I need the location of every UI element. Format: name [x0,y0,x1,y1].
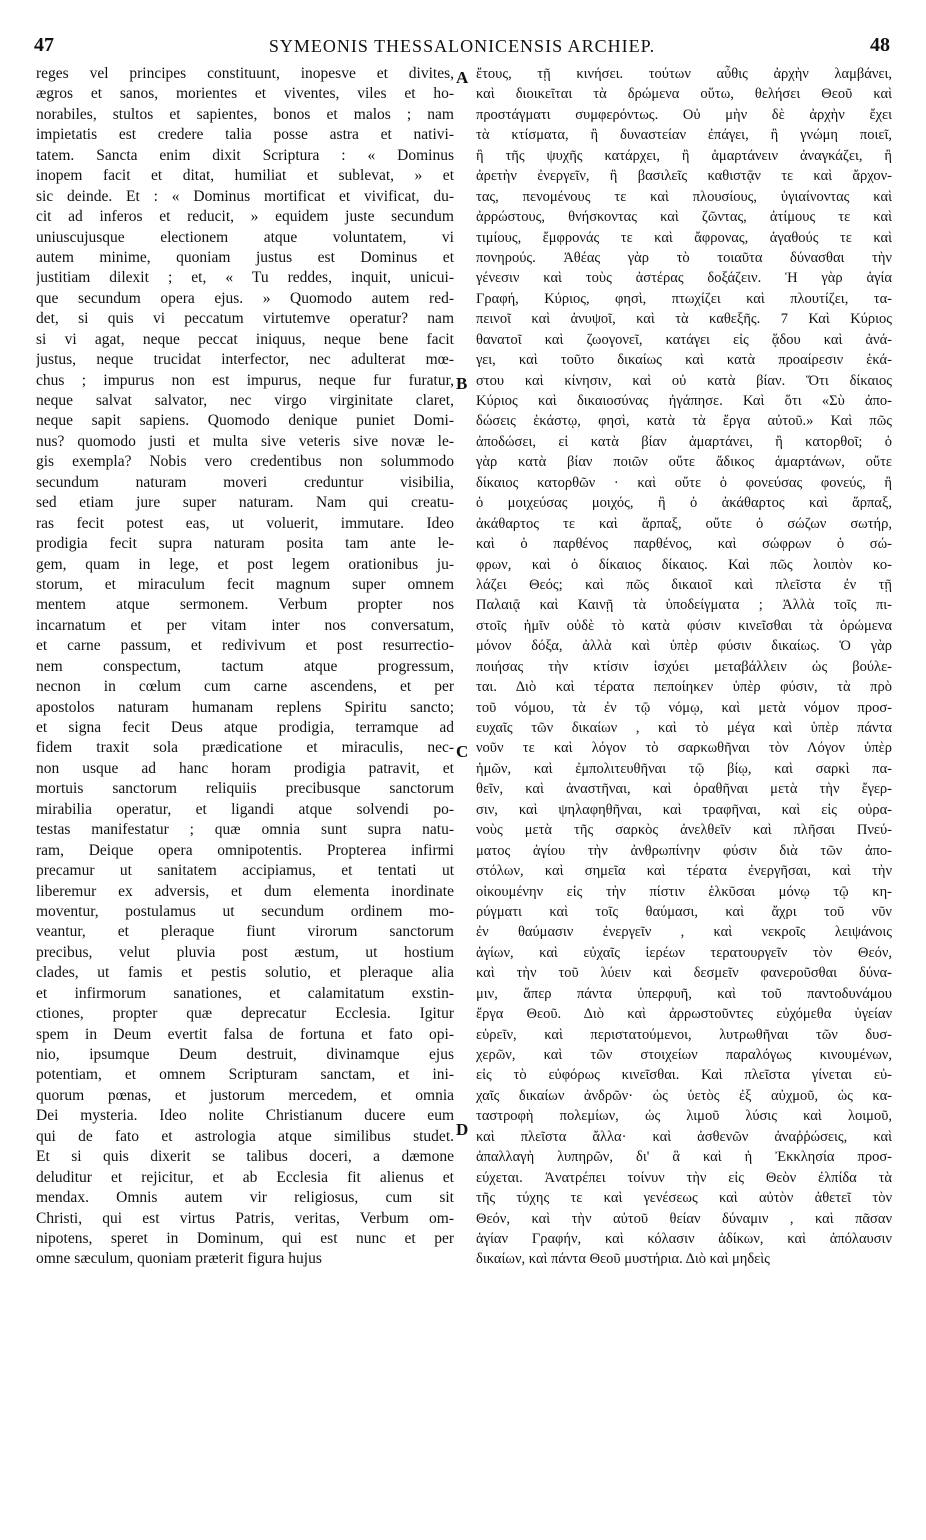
latin-text-line: liberemur ex adversis, et dum elementa inordinate [36,882,454,900]
greek-text-line: νοὺς μετὰ τῆς σαρκὸς ἀνελθεῖν καὶ πλῆσαι Πνεύ- [476,822,892,839]
greek-text-line: οἰκουμένην εἰς τὴν πίστιν ἑλκῦσαι μόνῳ τῷ κη- [476,883,892,900]
latin-text-line: mortuis sanctorum reliquiis precibusque sanctorum [36,780,454,798]
greek-text-line: πονηρούς. Ἀθέας γὰρ τὸ τοιαῦτα δύνασθαι τὴν [476,249,892,266]
greek-column [476,64,892,1270]
greek-text-line: ματος ἁγίου τὴν ἀνθρωπίνην φύσιν διὰ τῶν ἀπο- [476,842,892,859]
latin-text-line: precamur ut sanitatem accipiamus, et tentati ut [36,862,454,880]
latin-text-line: cit ad inferos et reducit, » equidem juste secundum [36,208,454,226]
greek-text-line: τοῦ νόμου, τὰ ἐν τῷ νόμῳ, καὶ μετὰ νόμον προσ- [476,699,892,716]
latin-text-line: Christi, qui est virtus Patris, veritas, Verbum om- [36,1209,454,1227]
latin-text-line: omne sæculum, quoniam præterit figura hujus [36,1250,322,1268]
latin-text-line: mentem atque sermonem. Verbum propter nos [36,596,454,614]
latin-text-line: tatem. Sancta enim dixit Scriptura : « Dominus [36,146,454,164]
greek-text-line: τας, πενομένους τε καὶ πλουσίους, ὑγιαίνοντας καὶ [476,188,892,205]
greek-text-line: Γραφή, Κύριος, φησὶ, πτωχίζει καὶ πλουτίζει, τα- [476,290,892,307]
latin-text-line: nio, ipsumque Deum destruit, divinamque ejus [36,1046,454,1063]
latin-text-line: apostolos naturam humanam replens Spiritu sancto; [36,698,454,716]
latin-text-line: et signa fecit Deus atque prodigia, terramque ad [36,719,454,736]
latin-text-line: veantur, et pleraque fiunt virorum sanctorum [36,923,454,941]
latin-text-line: gis exempla? Nobis vero credentibus non solummodo [36,453,454,471]
latin-text-line: reges vel principes constituunt, inopesve et divites, [36,65,454,82]
latin-text-line: Dei mysteria. Ideo nolite Christianum ducere eum [36,1107,454,1125]
greek-text-line: ἡμῶν, καὶ ἐμπολιτευθῆναι τῷ βίῳ, καὶ σαρκὶ πα- [476,760,892,777]
greek-text-line: ποιήσας τὴν κτίσιν ἰσχύει μεταβάλλειν ὡς βούλε- [476,658,892,675]
latin-text-line: norabiles, stultos et sapientes, bonos et malos ; nam [36,105,454,123]
greek-text-line: γένεσιν καὶ τοὺς ἀστέρας δοξάζειν. Ἡ γὰρ ἁγία [476,270,892,287]
greek-text-line: Παλαιᾷ καὶ Καινῇ τὰ ὑποδείγματα ; Ἀλλὰ τοῖς πι- [476,597,892,614]
latin-text-line: ram, Deique opera omnipotentis. Propterea infirmi [36,841,454,859]
latin-text-line: nus? quomodo justi et multa sive veteris sive novæ le- [36,432,454,450]
latin-text-line: autem minime, quoniam justus est Dominus et [36,248,454,266]
greek-text-line: Κύριος καὶ δικαιοσύνας ἠγάπησε. Καὶ ὅτι «Σὺ ἀπο- [476,393,892,409]
latin-text-line: deluditur et rejicitur, et ab Ecclesia fit alienus et [36,1168,454,1186]
greek-text-line: ταστροφὴ πολεμίων, ὡς λιμοῦ λύσις καὶ λοιμοῦ, [476,1108,892,1125]
greek-text-line: ἀποδώσει, εἰ κατὰ βίαν ἁμαρτάνει, ἢ κατορθοῖ; ὁ [476,433,892,450]
latin-text-line: potentiam, et omnem Scripturam sanctam, et ini- [36,1066,454,1084]
margin-letter-b: B [456,374,468,393]
latin-text-line: fidem traxit sola prædicatione et miraculis, nec- [36,739,454,757]
latin-text-line: mendax. Omnis autem vir religiosus, cum sit [36,1189,454,1207]
greek-text-line: ευχαῖς τῶν δικαίων , καὶ τὸ μέγα καὶ ὑπὲρ πάντα [476,720,892,736]
latin-text-line: et infirmorum sanationes, et calamitatum exstin- [36,984,454,1002]
greek-text-line: ἀπαλλαγὴ λυπηρῶν, δι' ἃ καὶ ἡ Ἐκκλησία προσ- [476,1149,892,1166]
latin-text-line: Et si quis dixerit se talibus doceri, a dæmone [36,1148,454,1166]
greek-text-line: τιμίους, ἔμφρονάς τε καὶ ἄφρονας, ἀγαθούς τε καὶ [476,229,892,246]
latin-text-line: sic deinde. Et : « Dominus mortificat et vivificat, du- [36,187,454,205]
greek-text-line: μιν, ἅπερ πάντα ὑπερφυῆ, καὶ τοῦ παντοδυνάμου [476,985,892,1002]
greek-text-line: φρων, καὶ ὁ δίκαιος δίκαιος. Καὶ πῶς λοιπὸν κο- [476,556,892,573]
latin-text-line: qui de fato et astrologia atque similibus studet. [36,1127,454,1145]
greek-text-line: γει, καὶ τοῦτο δικαίως καὶ κατὰ προαίρεσιν ἑκά- [476,352,892,369]
latin-text-line: gem, quam in lege, et post legem orationibus ju- [36,555,454,573]
latin-text-line: neque sapit sapiens. Quomodo denique puniet Domi- [36,412,454,430]
latin-text-line: det, si quis vi peccatum virtutemve operatur? nam [36,310,454,328]
latin-text-line: uniuscujusque electionem atque voluntatem, vi [36,228,454,246]
latin-text-line: ctiones, propter quæ deprecatur Ecclesia. Igitur [36,1005,454,1023]
greek-text-line: προστάγματι συμφερόντως. Οὐ μὴν δὲ ἀρχὴν ἔχει [476,106,892,123]
greek-text-line: θεῖν, καὶ ἀναστῆναι, καὶ ὁραθῆναι μετὰ τὴν ἔγερ- [476,781,892,798]
running-title: SYMEONIS THESSALONICENSIS ARCHIEP. [268,36,656,56]
latin-text-line: neque salvat salvator, nec virgo virginitate claret, [36,392,454,409]
greek-text-line: δικαίων, καὶ πάντα Θεοῦ μυστήρια. Διὸ καὶ μηδεὶς [476,1251,770,1268]
latin-text-line: impietatis est credere talia posse astra et nativi- [36,126,454,144]
page-header [34,34,890,60]
latin-text-line: ras fecit potest eas, ut voluerit, immutare. Ideo [36,514,454,532]
latin-text-line: secundum naturam moveri creduntur visibilia, [36,473,454,491]
greek-text-line: πεινοῖ καὶ ἀνυψοῖ, καὶ τὰ καθεξῆς. 7 Καὶ Κύριος [476,311,892,328]
margin-letter-d: D [456,1120,469,1139]
greek-text-line: καὶ τὴν τοῦ λύειν καὶ δεσμεῖν φανεροῦσθαι δύνα- [476,965,892,982]
greek-text-line: εύχεται. Ἀνατρέπει τοίνυν τὴν εἰς Θεὸν ἐλπίδα τὰ [476,1169,892,1186]
greek-text-line: νοῦν τε καὶ λόγον τὸ σαρκωθῆναι τὸν Λόγον ὑπὲρ [476,740,892,757]
latin-text-line: clades, ut famis et pestis solutio, et pleraque alia [36,964,454,982]
greek-text-line: θανατοῖ καὶ ζωογονεῖ, κατάγει εἰς ᾅδου καὶ ἀνά- [476,331,892,348]
greek-text-line: στου καὶ κίνησιν, καὶ οὐ κατὰ βίαν. Ὅτι δίκαιος [476,372,892,389]
greek-text-line: ρύγματι καὶ τοῖς θαύμασι, καὶ ἄχρι τοῦ νῦν [476,903,892,920]
greek-text-line: ἀρετὴν ἐνεργεῖν, ἢ βασιλεῖς καθιστᾷν τε καὶ ἄρχον- [476,168,892,185]
greek-text-line: καὶ ὁ παρθένος παρθένος, καὶ σώφρων ὁ σώ- [476,536,892,553]
greek-text-line: μόνον δόξα, ἀλλὰ καὶ ὑπὲρ φύσιν δικαίως. Ὁ γὰρ [476,638,892,655]
greek-text-line: εἰς τὸ εὐφόρως κινεῖσθαι. Καὶ πλεῖστα γίνεται εὐ- [476,1067,892,1084]
latin-text-line: necnon in cœlum cum carne ascendens, et per [36,678,454,696]
greek-text-line: δίκαιος κατορθῶν · καὶ οὔτε ὁ φονεύσας φονεύς, ἢ [476,474,892,491]
greek-text-line: ὁ μοιχεύσας μοιχός, ἢ ὁ ἀκάθαρτος καὶ ἅρπαξ, [476,495,892,512]
latin-text-line: ægros et sanos, morientes et viventes, viles et ho- [36,85,454,103]
greek-text-line: ἔργα Θεοῦ. Διὸ καὶ ἀρρωστοῦντες εὐχόμεθα ὑγείαν [476,1006,892,1023]
latin-text-line: justitiam dilexit ; et, « Tu reddes, inquit, unicui- [36,269,454,287]
latin-text-line: mirabilia operatur, et ligandi atque solvendi po- [36,800,454,818]
page-number-left: 47 [34,34,54,56]
greek-text-line: ἐν θαύμασιν ἐνεργεῖν , καὶ νεκροῖς λειψάνοις [476,924,892,941]
greek-text-line: χερῶν, καὶ τῶν στοιχείων παραλόγως κινουμένων, [476,1047,892,1063]
greek-text-line: καὶ διοικεῖται τὰ δρώμενα οὕτω, θελήσει Θεοῦ καὶ [476,86,892,103]
greek-text-line: χαῖς δικαίων ἀνδρῶν· ὡς ὑετὸς ἐξ αὐχμοῦ, ὡς κα- [476,1087,892,1104]
greek-text-line: ται. Διὸ καὶ τέρατα πεποίηκεν ὑπὲρ φύσιν, τὰ πρὸ [476,679,892,696]
margin-letter-a: A [456,68,469,87]
greek-text-line: ἔτους, τῇ κινήσει. τούτων αὖθις ἀρχὴν λαμβάνει, [476,66,892,82]
latin-text-line: incarnatum et per vitam inter nos conversatum, [36,616,454,634]
latin-text-line: justus, neque trucidat interfector, nec adulterat mœ- [36,351,454,369]
latin-column [36,64,454,1270]
greek-text-line: γὰρ κατὰ βίαν ποιῶν οὔτε ἄδικος ἁμαρτάνων, οὔτε [476,454,892,471]
greek-text-line: ἁγίαν Γραφήν, καὶ κόλασιν ἀδίκων, καὶ ἀπόλαυσιν [476,1230,892,1247]
greek-text-line: Θεόν, καὶ τὴν αὐτοῦ θείαν δύναμιν , καὶ πᾶσαν [476,1210,892,1227]
greek-text-line: ἀκάθαρτος τε καὶ ἅρπαξ, οὔτε ὁ σώζων σωτήρ, [476,515,892,532]
greek-text-line: εὑρεῖν, καὶ περιστατούμενοι, λυτρωθῆναι τῶν δυσ- [476,1026,892,1043]
greek-text-line: καὶ πλεῖστα ἄλλα· καὶ ἀσθενῶν ἀναῤῥώσεις, καὶ [476,1128,892,1145]
latin-text-line: sed etiam jure super naturam. Nam qui creatu- [36,494,454,512]
greek-text-line: τὰ κτίσματα, ἢ δυναστείαν ἐπάγει, ἢ γνώμη ποιεῖ, [476,127,892,144]
latin-text-line: et carne passum, et redivivum et post resurrectio- [36,637,454,655]
latin-text-line: inopem facit et ditat, humiliat et sublevat, » et [36,167,454,185]
latin-text-line: que secundum opera ejus. » Quomodo autem red- [36,289,454,307]
latin-text-line: spem in Deum evertit falsa de fortuna et fato opi- [36,1025,454,1043]
greek-text-line: τῆς τύχης τε καὶ γενέσεως καὶ αὐτὸν ἀθετεῖ τὸν [476,1190,892,1207]
latin-text-line: nem conspectum, tactum atque progressum, [36,657,454,675]
greek-text-line: στόλων, καὶ σημεῖα καὶ τέρατα ἐνεργῆσαι, καὶ τὴν [476,863,892,880]
latin-text-line: non usque ad hanc horam prodigia patravit, et [36,759,454,777]
latin-text-line: testas manifestatur ; quæ omnia sunt supra natu- [36,821,454,839]
greek-text-line: δώσεις ἑκάστῳ, φησὶ, κατὰ τὰ ἔργα αὐτοῦ.» Καὶ πῶς [476,413,892,430]
greek-text-line: ἁγίων, καὶ εὐχαῖς ἱερέων τερατουργεῖν τὸν Θεόν, [476,944,892,961]
latin-text-line: precibus, velut pluvia post æstum, ut hostium [36,943,454,961]
latin-text-line: nipotens, speret in Dominum, qui est nunc et per [36,1229,454,1247]
latin-text-line: si vi agat, neque peccat iniquus, neque bene facit [36,330,454,348]
latin-text-line: moventur, postulamus ut secundum ordinem mo- [36,902,454,920]
greek-text-line: λάζει Θεός; καὶ πῶς δικαιοῖ καὶ πλεῖστα ἐν τῇ [476,576,892,593]
latin-text-line: chus ; impurus non est impurus, neque fur furatur, [36,371,454,389]
latin-text-line: storum, et miraculum fecit magnum super omnem [36,575,454,593]
latin-text-line: prodigia fecit supra naturam posita tam ante le- [36,535,454,553]
greek-text-line: ἢ τῆς ψυχῆς κατάρχει, ἢ ἁμαρτάνειν ἀναγκάζει, ἢ [476,147,892,164]
margin-letter-c: C [456,742,469,761]
greek-text-line: στοῖς ἡμῖν οὐδὲ τὸ κατὰ φύσιν κινεῖσθαι τὰ ὁρώμενα [476,617,892,634]
page-number-right: 48 [870,34,890,56]
greek-text-line: ἀρρώστους, θνήσκοντας καὶ ζῶντας, ἀτίμους τε καὶ [476,209,892,226]
latin-text-line: quorum pœnas, et justorum mercedem, et omnia [36,1086,454,1104]
greek-text-line: σιν, καὶ ψηλαφηθῆναι, καὶ τραφῆναι, καὶ εἰς οὐρα- [476,801,892,818]
